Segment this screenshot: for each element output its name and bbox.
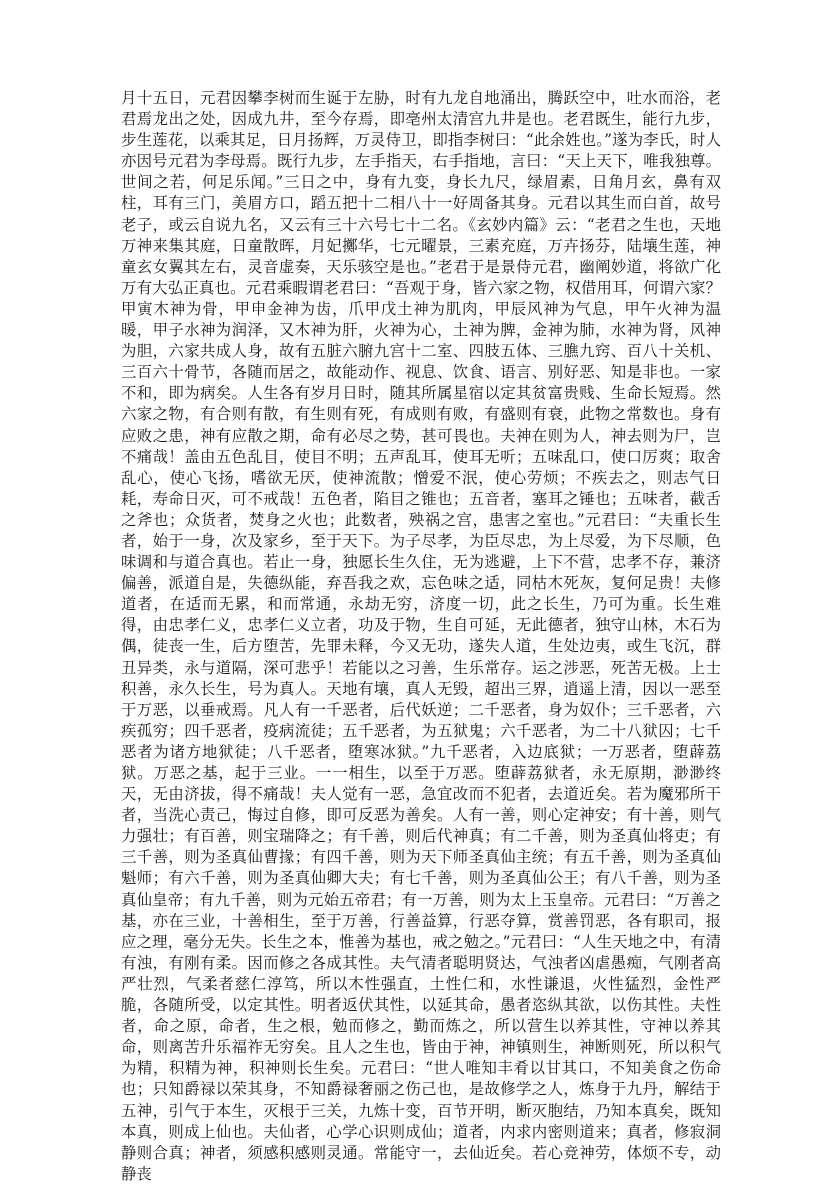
body-text: 月十五日，元君因攀李树而生诞于左胁，时有九龙自地涌出，腾跃空中，吐水而浴，老君焉龙出之处，因成九井，至今存焉，即亳州太清宫九井是也。老君既生，能行九步，步生莲花，以乘其足，日月扬辉，万灵侍卫，即指李树曰：“此余姓也。”遂为李氏，时人亦因号元君为李母焉。既行九步，左手指天，右手指地，言曰：“天上天下，唯我独尊。世间之若，何足乐闻。”三日之中，身有九变，身长九尺，绿眉素，日角月玄，鼻有双柱，耳有三门，美眉方口，蹈五把十二相八十一好周备其身。元君以其生而白首，故号老子，或云自说九名，又云有三十六号七十二名。《玄妙内篇》云：“老君之生也，天地万神来集其庭，日童散晖，月妃擲华，七元曜景，三素充庭，万卉扬芬，陆壤生莲，神童玄女翼其左右，灵音虚奏，天乐骇空是也。”老君于是景侍元君，幽阐妙道，将欲广化万有大弘正真也。元君乘暇谓老君曰：“吾观于身，皆六家之物，权借用耳，何谓六家？甲寅木神为骨，甲申金神为齿，爪甲戊土神为肌肉，甲辰风神为气息，甲午火神为温暖，甲子水神为润泽，又木神为肝，火神为心，土神为脾，金神为肺，水神为肾，风神为胆，六家共成人身，故有五脏六腑九宫十二室、四肢五体、三膲九窍、百八十关机、三百六十骨节，各随而居之，故能动作、视息、饮食、语言、别好恶、知是非也。一家不和，即为病矣。人生各有岁月日时，随其所属星宿以定其贫富贵贱、生命长短焉。然六家之物，有合则有散，有生则有死，有成则有败，有盛则有衰，此物之常数也。身有应败之患，神有应散之期，命有必尽之势，甚可畏也。夫神在则为人，神去则为尸，岂不痛哉！盖由五色乱目，使目不明；五声乱耳，使耳无听；五味乱口，使口厉爽；取舍乱心，使心飞扬，嗜欲无厌，使神流散；憎爱不泯，使心劳烦；不疾去之，则志气日耗，寿命日灭，可不戒哉！五色者，陷目之锥也；五音者，塞耳之锤也；五味者，截舌之斧也；众货者，焚身之火也；此数者，殃祸之宫，患害之室也。”元君曰：“夫重长生者，始于一身，次及家乡，至于天下。为子尽孝，为臣尽忠，为上尽爱，为下尽顺，色味调和与道合真也。若止一身，独愿长生久住，无为逃避，上下不营，忠孝不存，兼济偏善，派道自是，失德纵能，弃吾我之欢，忘色味之适，同枯木死灰，复何足贵！夫修道者，在适而无累，和而常通，永劫无穷，济度一切，此之长生，乃可为重。长生难得，由忠孝仁义，忠孝仁义立者，功及于物，生自可延，无此德者，独守山林，木石为偶，徒丧一生，后方堕苦，先罪未释，今又无功，遂失人道，生处边夷，或生飞沉，群丑异类，永与道隔，深可悲乎！若能以之习善，生乐常存。运之涉恶，死苦无极。上士积善，永久长生，号为真人。天地有壤，真人无毁，超出三界，逍遥上清，因以一恶至于万恶，以垂戒焉。凡人有一千恶者，后代妖逆；二千恶者，身为奴仆；三千恶者，六疾孤穷；四千恶者，疫病流徒；五千恶者，为五狱鬼；六千恶者，为二十八狱囚；七千恶者为诸方地狱徒；八千恶者，堕寒冰狱。”九千恶者，入边底狱；一万恶者，堕薜荔狱。万恶之基，起于三业。一一相生，以至于万恶。堕薜荔狱者，永无原期，渺渺终天，无由济拔，得不痛哉！夫人觉有一恶，急宜改而不犯者，去道近矣。若为魔邪所干者，当洗心责己，悔过自修，即可反恶为善矣。人有一善，则心定神安；有十善，则气力强壮；有百善，则宝瑞降之；有千善，则后代神真；有二千善，则为圣真仙将吏；有三千善，则为圣真仙曹掾；有四千善，则为天下师圣真仙主统；有五千善，则为圣真仙魁师；有六千善，则为圣真仙卿大夫；有七千善，则为圣真仙公王；有八千善，则为圣真仙皇帝；有九千善，则为元始五帝君；有一万善，则为太上玉皇帝。元君曰：“万善之基，亦在三业，十善相生，至于万善，行善益算，行恶夺算，赏善罚恶，各有职司，报应之理，毫分无失。长生之本，惟善为基也，戒之勉之。”元君曰：“人生天地之中，有清有浊，有刚有柔。因而修之各成其性。夫气清者聪明贤达，气浊者凶虐愚痴，气刚者高严壮烈，气柔者慈仁淳笃，所以木性强直，土性仁和，水性谦退，火性猛烈，金性严脆，各随所受，以定其性。明者返伏其性，以延其命，愚者恣纵其欲，以伤其性。夫性者，命之原，命者，生之根，勉而修之，勤而炼之，所以营生以养其性，守神以养其命，则离苦升乐福祚无穷矣。且人之生也，皆由于神，神镇则生，神断则死，所以积气为精，积精为神，积神则长生矣。元君曰：“世人唯知丰肴以甘其口，不知美食之伤命也；只知爵禄以荣其身，不知爵禄奢丽之伤己也，是故修学之人，炼身于九丹，解结于五神，引气于本生，灭根于三关，九炼十变，百节开明，断灭胞结，乃知本真矣，既知本真，则成上仙也。夫仙者，心学心识则成仙；道者，内求内密则道来；真者，修寂洞静则合真；神者，须感积感则灵通。常能守一，去仙近矣。若心竞神劳，体烦不专，动静丧 bbox=[121, 89, 721, 1183]
